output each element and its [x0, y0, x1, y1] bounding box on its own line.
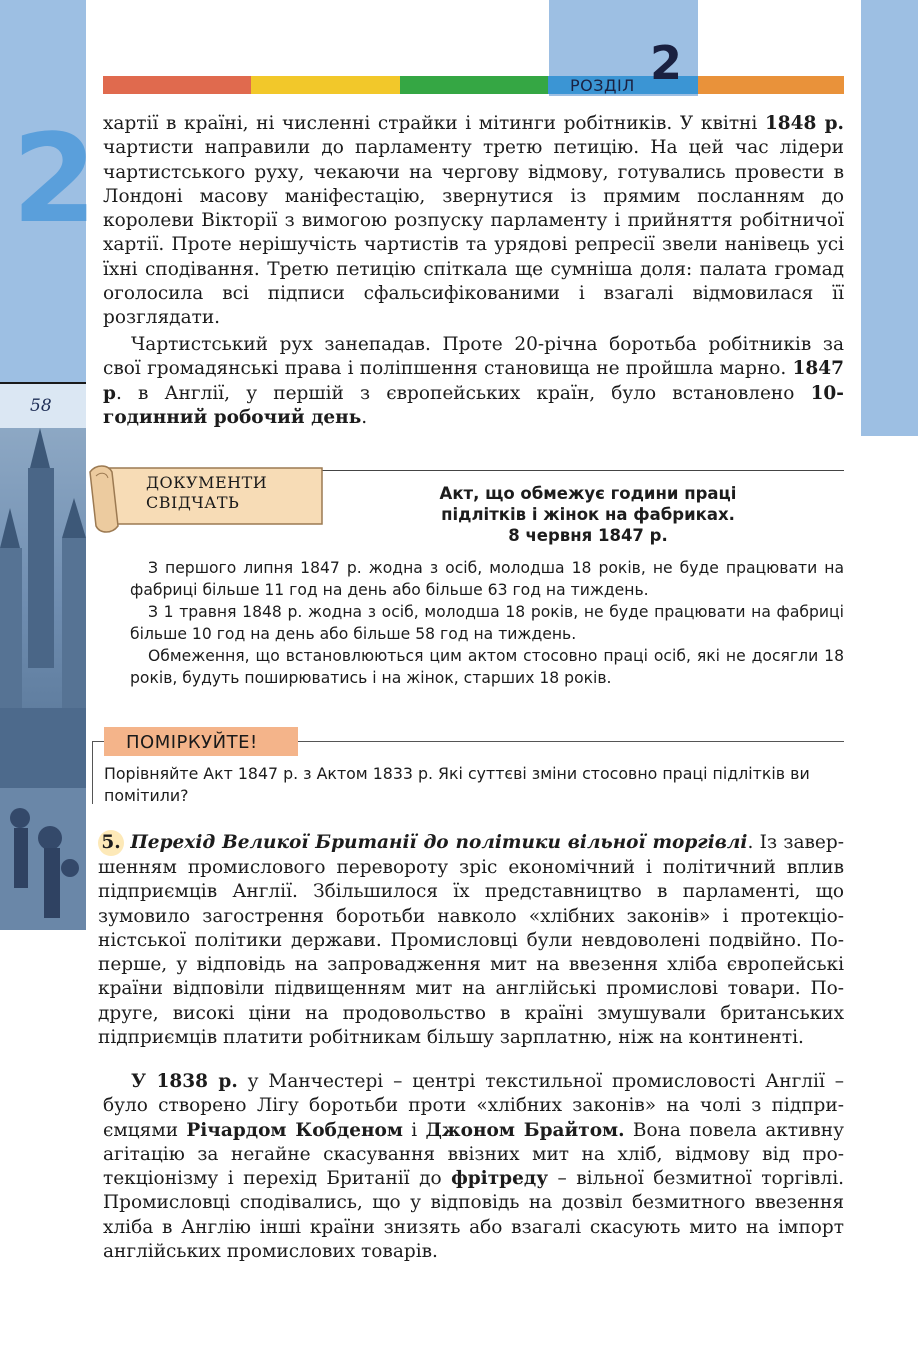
documents-label-line-2: СВІДЧАТЬ [146, 493, 240, 512]
para4-text-3: Вона повела активну агітацію за негайне скасування ввізних мит на хліб, відмову від протекціонізму і перехід Британії до [103, 1119, 844, 1190]
para1-bold-1: 1848 р. [764, 113, 844, 134]
documents-label-line-1: ДОКУМЕНТИ [146, 473, 268, 492]
para2-text-3: . [361, 406, 368, 428]
para2-bold-2: 10-годинний робочий день [103, 382, 844, 428]
section5-text: . Із завершенням промислового перевороту зріс економічний і політичний вплив підприємців Англії. Збільшилося їх представництво в парламенті, що зумовило загострення боротьби навколо «хлібних законів» і протекціоністської політики держави. Промисловці були невдоволені подвійно. По-перше, у відповідь на запровадження мит на ввезення хліба європейські країни відповіли підвищенням мит на англійські промислові товари. По-друге, високі ціни на продовольство в країні змушували британських підприємців платити робітникам більшу зарплатню, ніж на континенті. [98, 832, 844, 1049]
para4-bold-4: фрітреду [451, 1168, 549, 1190]
margin-engraving-image [0, 428, 86, 930]
para1-text-1: хартії в країні, ні численні страйки і мітинги робітників. У квітні [103, 113, 765, 134]
header-bar-green [400, 76, 548, 94]
header-bar-yellow [251, 76, 400, 94]
think-question: Порівняйте Акт 1847 р. з Актом 1833 р. Які суттєві зміни стосовно праці підлітків ви помітили? [104, 764, 810, 805]
paragraph-4 [103, 1070, 844, 1264]
section-number-badge: 5. [98, 830, 124, 856]
page-number: 58 [30, 396, 52, 416]
section-word: РОЗДІЛ [570, 76, 635, 95]
section-5 [98, 830, 844, 1050]
para1-text-2: чартисти направили до парламенту третю петицію. На цей час лідери чартистського руху, чекаючи на чергову відмову, готувались провести в Лондоні масову маніфестацію, звернутися із прямим посланням до королеви Вікторії з вимогою розпуску парламенту і прийняття робітничої хартії. Проте нерішучість чартистів та урядові репресії звели нанівець усі їхні сподівання. Третю петицію спіткала ще сумніша доля: палата громад оголосила всі підписи сфальсифікованими і взагалі відмовилася її розглядати. [103, 137, 844, 329]
document-paragraph: З 1 травня 1848 р. жодна з осіб, молодша 18 років, не буде працювати на фабриці більше 10 год на день або більше 58 год на тиждень. [130, 603, 844, 643]
para2-text-2: . в Англії, у першій з європейських країн, було встановлено [115, 382, 811, 404]
para4-bold-1: У 1838 р. [131, 1071, 238, 1092]
para2-text-1: Чартистський рух занепадав. Проте 20-річна боротьба робітників за свої громадянські права і поліпшення становища не пройшла марно. [103, 334, 844, 380]
document-title [410, 483, 766, 546]
para4-text-1: у Манчестері – центрі текстильної промисловості Англії – було створено Лігу боротьби проти «хлібних законів» на чолі з підприємцями [103, 1071, 844, 1141]
think-label: ПОМІРКУЙТЕ! [126, 732, 258, 753]
paragraph-1 [103, 112, 844, 331]
engraving-illustration [0, 428, 86, 930]
document-title-line-3: 8 червня 1847 р. [508, 526, 668, 545]
section-heading: Перехід Великої Британії до політики вільної торгівлі [130, 832, 748, 853]
chapter-number: 2 [12, 108, 97, 250]
section-number: 2 [650, 36, 683, 90]
right-margin-band [861, 0, 918, 436]
para4-bold-2: Річардом Кобденом [186, 1119, 403, 1141]
para2-bold-1: 1847 р [103, 358, 844, 404]
document-title-line-2: підлітків і жінок на фабриках. [441, 505, 735, 524]
para4-bold-3: Джоном Брайтом. [425, 1119, 625, 1141]
documents-rule [318, 470, 844, 471]
para4-text-2: і [402, 1119, 426, 1141]
para4-text-4: – вільної безмитної торгівлі. Промисловці сподівались, що у відповідь на дозвіл безмитного ввезення хліба в Англію інші країни знизять або взагалі скасують мито на імпорт англійських промислових товарів. [103, 1168, 844, 1263]
header-color-bar [103, 76, 844, 94]
header-bar-red [103, 76, 251, 94]
documents-label [146, 473, 267, 513]
document-body [130, 557, 844, 689]
document-paragraph: З першого липня 1847 р. жодна з осіб, молодша 18 років, не буде працювати на фабриці більше 11 год на день або більше 63 год на тиждень. [130, 559, 844, 599]
paragraph-2 [103, 333, 844, 430]
document-paragraph: Обмеження, що встановлюються цим актом стосовно праці осіб, які не досягли 18 років, будуть поширюватись і на жінок, старших 18 років. [130, 647, 844, 687]
document-title-line-1: Акт, що обмежує години праці [439, 484, 737, 503]
think-rule [298, 741, 844, 742]
header-bar-orange [698, 76, 844, 94]
